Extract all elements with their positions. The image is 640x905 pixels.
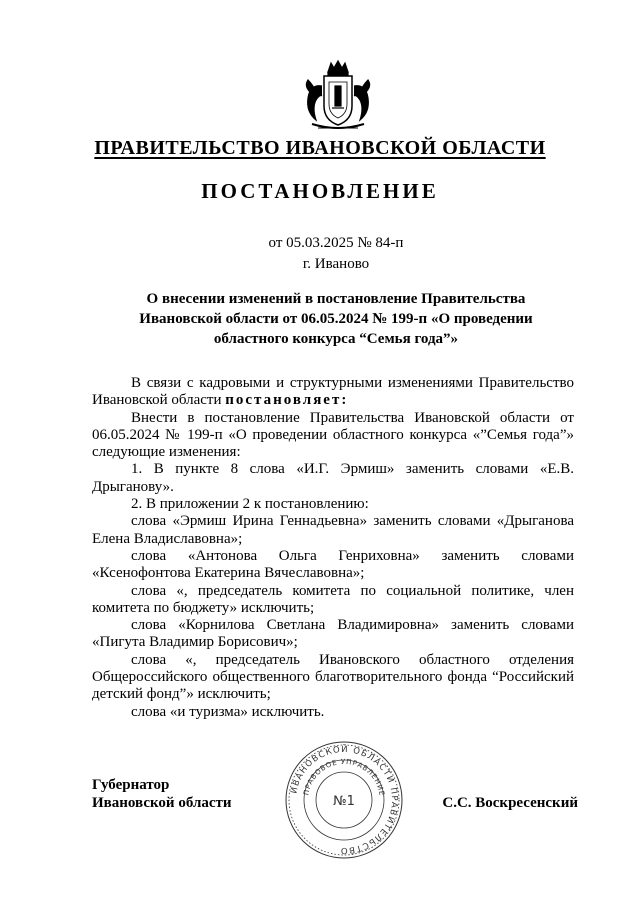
preamble-text: В связи с кадровыми и структурными изменениями Правительство Ивановской области (92, 375, 574, 409)
document-subject: О внесении изменений в постановление Правительства Ивановской области от 06.05.2024 № 199-п «О проведении областного конкурса “Семья года”» (139, 291, 533, 347)
signer-title-line-1: Губернатор (92, 777, 170, 793)
signer-title-line-2: Ивановской области (92, 795, 232, 811)
signer-name: С.С. Воскресенский (442, 795, 578, 811)
official-seal (282, 738, 406, 862)
city: г. Иваново (302, 256, 370, 272)
paragraph-amend: Внести в постановление Правительства Ивановской области от 06.05.2024 № 199-п «О проведении областного конкурса «”Семья года”» следующие изменения: (92, 409, 574, 461)
paragraph-change-3: слова «, председатель комитета по социальной политике, член комитета по бюджету» исключить; (92, 582, 574, 616)
issuing-authority (0, 137, 640, 160)
paragraph-change-2: слова «Антонова Ольга Генриховна» заменить словами «Ксенофонтова Екатерина Вячеславовна»; (92, 547, 574, 582)
seal-outer-text: ИВАНОВСКОЙ ОБЛАСТИ ПРАВИТЕЛЬСТВО (289, 744, 400, 856)
document-type: ПОСТАНОВЛЕНИЕ (201, 179, 439, 203)
date-number: от 05.03.2025 № 84-п (268, 235, 404, 251)
seal-inner-text: ПРАВОВОЕ УПРАВЛЕНИЕ (302, 757, 386, 797)
document-meta (0, 233, 640, 275)
seal-number: №1 (333, 794, 355, 809)
paragraph-preamble (92, 375, 574, 410)
coat-of-arms-emblem (298, 56, 378, 134)
paragraph-change-6: слова «и туризма» исключить. (131, 703, 325, 720)
decree-word: постановляет: (225, 392, 349, 409)
paragraph-item-1: 1. В пункте 8 слова «И.Г. Эрмиш» заменить словами «Е.В. Дрыганову». (92, 461, 574, 495)
signer-title (92, 776, 232, 812)
paragraph-change-4: слова «Корнилова Светлана Владимировна» заменить словами «Пигута Владимир Борисович»; (92, 617, 574, 651)
paragraph-change-1: слова «Эрмиш Ирина Геннадьевна» заменить словами «Дрыганова Елена Владиславовна»; (92, 513, 574, 547)
paragraph-change-5: слова «, председатель Ивановского областного отделения Общероссийского общественного благотворительного фонда “Российский детский фонд”» исключить; (92, 651, 574, 703)
issuing-authority-text: ПРАВИТЕЛЬСТВО ИВАНОВСКОЙ ОБЛАСТИ (94, 137, 546, 159)
document-body (92, 375, 574, 721)
paragraph-item-2: 2. В приложении 2 к постановлению: (131, 496, 369, 513)
